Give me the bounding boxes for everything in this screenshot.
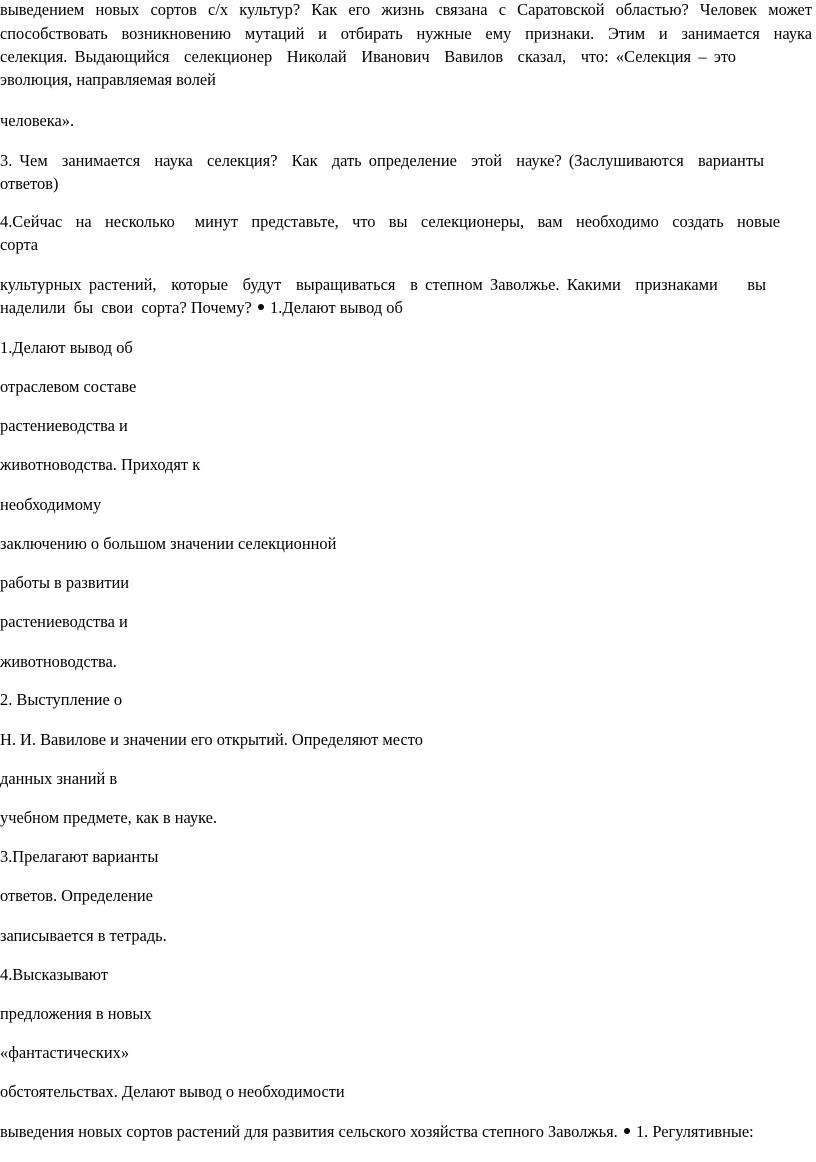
text-line: растениеводства и [0, 612, 128, 631]
text-line: предложения в новых [0, 1004, 152, 1023]
text-line: способствовать возникновению мутаций и отбирать нужные ему признаки. Этим и занимается наука [0, 24, 812, 43]
text-line: 3.Прелагают варианты [0, 847, 159, 866]
bullet-dot-icon [258, 304, 264, 310]
text-line-content: 3. Чем занимается наука селекция? Как дать определение этой науке? (Заслушиваются варианты [0, 151, 764, 170]
text-line [0, 297, 812, 319]
text-line: Н. И. Вавилове и значении его открытий. Определяют место [0, 730, 423, 749]
text-line-content: наделили бы свои сорта? Почему? [0, 298, 252, 317]
text-line: «фантастических» [0, 1043, 130, 1062]
bullet-dot-icon [624, 1128, 630, 1134]
text-line: заключению о большом значении селекционной [0, 534, 337, 553]
text-line: отраслевом составе [0, 377, 137, 396]
text-line: эволюция, направляемая волей [0, 70, 216, 89]
text-line: ответов. Определение [0, 886, 153, 905]
text-line [0, 211, 812, 233]
text-line: выведением новых сортов с/х культур? Как его жизнь связана с Саратовской областью? Человек может [0, 0, 812, 19]
text-line: учебном предмете, как в науке. [0, 808, 218, 827]
text-line [0, 46, 812, 68]
text-line: животноводства. Приходят к [0, 455, 201, 474]
text-line: человека». [0, 111, 75, 130]
text-line: данных знаний в [0, 769, 118, 788]
text-line [0, 150, 812, 172]
text-line: сорта [0, 235, 39, 254]
text-line: животноводства. [0, 652, 117, 671]
text-line-content: культурных растений, которые будут выращиваться в степном Заволжье. Какими признаками вы [0, 275, 766, 294]
text-line: 4.Высказывают [0, 965, 108, 984]
text-line [0, 1121, 812, 1143]
text-line: необходимому [0, 495, 102, 514]
text-line: записывается в тетрадь. [0, 926, 167, 945]
text-line: обстоятельствах. Делают вывод о необходимости [0, 1082, 345, 1101]
text-line: ответов) [0, 174, 59, 193]
text-line: растениеводства и [0, 416, 128, 435]
text-line-content: 1.Делают вывод об [270, 298, 403, 317]
text-line-content: выведения новых сортов растений для развития сельского хозяйства степного Заволжья. [0, 1122, 618, 1141]
text-line-content: 4.Сейчас на несколько минут представьте, что вы селекционеры, вам необходимо создать новые [0, 212, 780, 231]
text-line: 1.Делают вывод об [0, 338, 133, 357]
text-line: работы в развитии [0, 573, 130, 592]
text-line-content: селекция. Выдающийся селекционер Николай Иванович Вавилов сказал, что: «Селекция – это [0, 47, 736, 66]
text-line-content: 1. Регулятивные: [635, 1122, 754, 1141]
text-line: 2. Выступление о [0, 690, 123, 709]
text-line [0, 274, 812, 296]
